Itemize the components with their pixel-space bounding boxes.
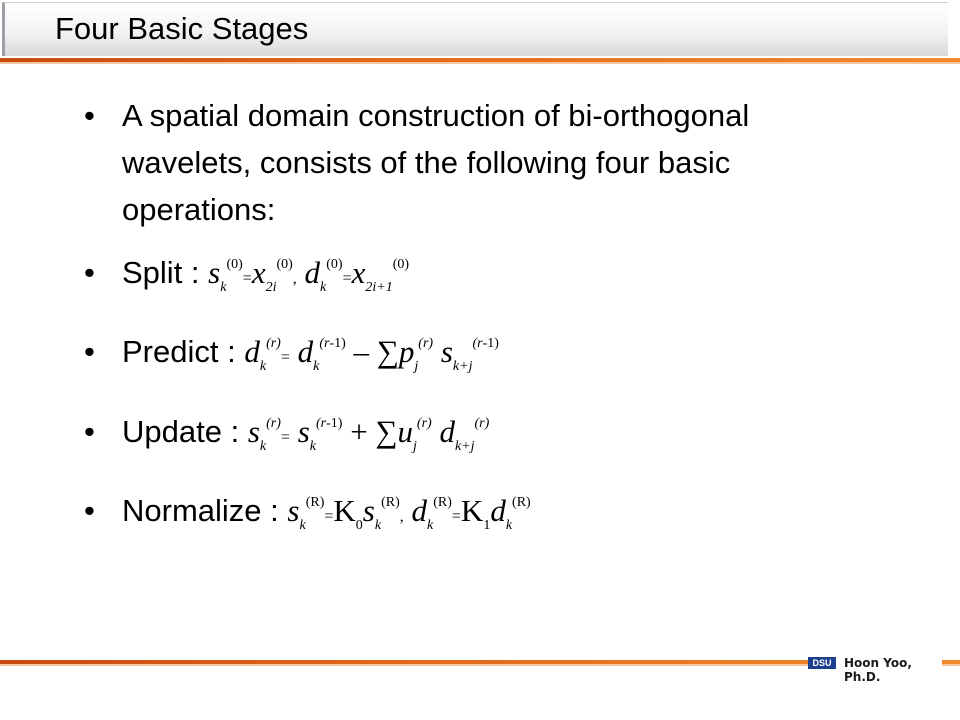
footer-author: Hoon Yoo, Ph.D. (844, 656, 912, 684)
slide-title: Four Basic Stages (55, 11, 309, 46)
bullet-split-line (122, 249, 409, 302)
update-formula: $s_k^{(r)}= s_k^{(r-1)} + \sum u_j^{(r)}$ $d_{k+j}^{(r)}$ (247, 414, 490, 454)
bullet-predict-line (122, 328, 499, 381)
bullet-dot: • (84, 255, 95, 290)
predict-formula: $d_k^{(r)}= d_k^{(r-1)} - \sum p_j^{(r)}$ $s_{k+j}^{(r-1)}$ (244, 334, 499, 374)
university-logo: DSU (808, 657, 836, 669)
normalize-label: Normalize : (122, 493, 279, 528)
split-label: Split : (122, 255, 200, 290)
split-formula: $s_k^{(0)}=x_{2i}^{(0)}$, $d_k^{(0)}=x_{2i+1}^{(0)}$ (208, 255, 410, 295)
normalize-formula: $s_k^{(R)}=K_0s_k^{(R)}$, $d_k^{(R)}=K_1d_k^{(R)}$ (287, 493, 531, 533)
footer-branding (808, 655, 942, 684)
bullet-dot: • (84, 414, 95, 449)
bullet-intro-text: A spatial domain construction of bi-orthogonal wavelets, consists of the following four basic operations: (122, 98, 750, 227)
bullet-dot: • (84, 334, 95, 369)
update-label: Update : (122, 414, 240, 449)
bullet-dot: • (84, 98, 95, 133)
title-bar (2, 2, 948, 56)
bullet-update-line (122, 408, 489, 461)
title-underline-shadow (0, 62, 960, 64)
bullet-dot: • (84, 493, 95, 528)
predict-label: Predict : (122, 334, 236, 369)
bullet-normalize-line (122, 487, 531, 540)
